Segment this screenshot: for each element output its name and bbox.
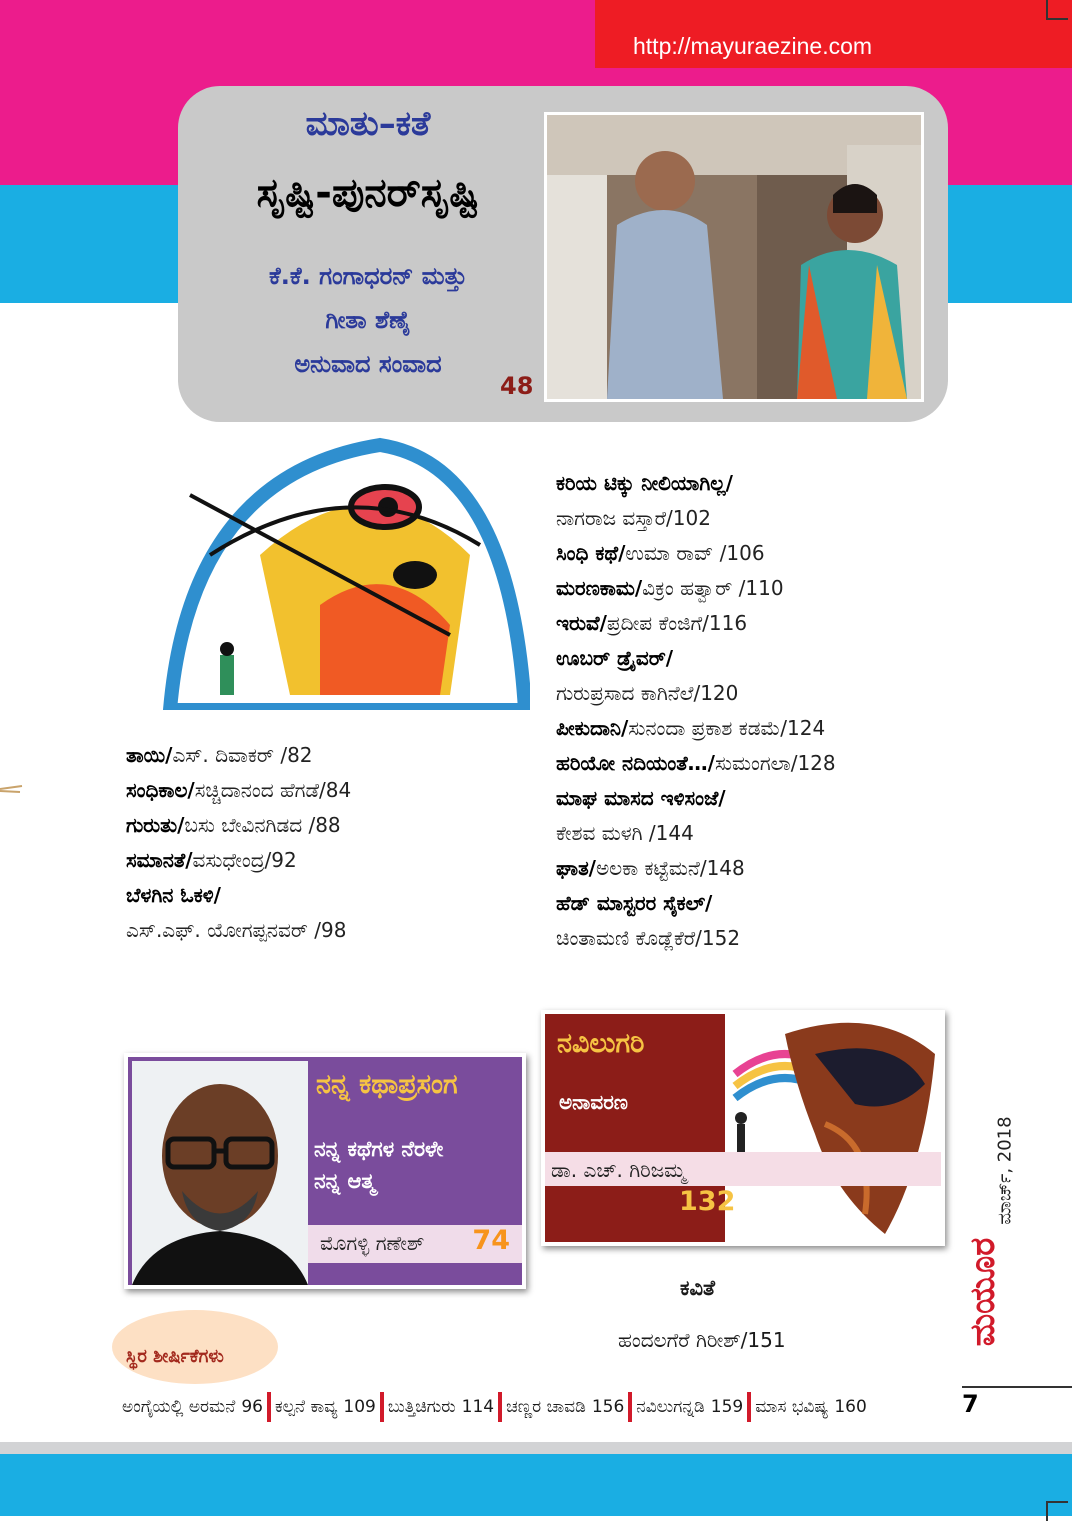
navilugari-card[interactable]: [541, 1010, 945, 1246]
author-portrait: [132, 1061, 308, 1285]
feature-desc-line: ಗೀತಾ ಶೆಣೈ: [325, 306, 411, 334]
separator: [628, 1392, 632, 1422]
page-number: 7: [962, 1390, 979, 1418]
list-item[interactable]: ಎಸ್.ಎಫ್. ಯೋಗಪ್ಪನವರ್ /98: [126, 918, 347, 942]
separator: [498, 1392, 502, 1422]
crop-mark-bottom: [1046, 1501, 1068, 1521]
feature-desc-line: ಕೆ.ಕೆ. ಗಂಗಾಧರನ್ ಮತ್ತು: [268, 262, 468, 290]
kathaprasanga-desc-line: ನನ್ನ ಆತ್ಮ: [314, 1169, 376, 1193]
list-item[interactable]: ನಾಗರಾಜ ವಸ್ತಾರೆ/102: [556, 506, 711, 530]
issue-date: ಮಾರ್ಚ್, 2018: [994, 1116, 1016, 1225]
folio-rule: [962, 1386, 1072, 1388]
kathaprasanga-description: [314, 1133, 443, 1197]
navilugari-page-number: 132: [679, 1186, 736, 1217]
list-item[interactable]: ಚಿಂತಾಮಣಿ ಕೊಡ್ಲೆಕೆರೆ/152: [556, 926, 741, 950]
feature-category: ಮಾತು–ಕತೆ: [305, 104, 431, 144]
regulars-label: ಸ್ಥಿರ ಶೀರ್ಷಿಕೆಗಳು: [126, 1346, 224, 1367]
list-item[interactable]: ಹರಿಯೋ ನದಿಯಂತೆ…/ಸುಮಂಗಲಾ/128: [556, 751, 836, 775]
list-item[interactable]: ಹೆಡ್ ಮಾಸ್ಟರರ ಸೈಕಲ್/: [556, 891, 713, 915]
list-item[interactable]: ಸಂಧಿಕಾಲ/ಸಚ್ಚಿದಾನಂದ ಹೆಗಡೆ/84: [126, 778, 352, 802]
regular-item[interactable]: ಅಂಗೈಯಲ್ಲಿ ಅರಮನೆ 96: [122, 1397, 263, 1417]
kathaprasanga-page-number: 74: [472, 1225, 510, 1256]
feature-title: ಸೃಷ್ಟಿ-ಪುನರ್‌ಸೃಷ್ಟಿ: [256, 170, 480, 216]
footer-cyan-band: [0, 1454, 1072, 1516]
margin-mark-icon: [0, 782, 24, 796]
list-item[interactable]: ಸಿಂಧಿ ಕಥೆ/ಉಮಾ ರಾವ್ /106: [556, 541, 765, 565]
kathaprasanga-desc-line: ನನ್ನ ಕಥೆಗಳ ನೆರಳೇ: [314, 1137, 444, 1161]
feature-desc-line: ಅನುವಾದ ಸಂವಾದ: [294, 350, 442, 378]
regular-item[interactable]: ಕಲ್ಪನೆ ಕಾವ್ಯ 109: [274, 1397, 376, 1417]
story-illustration: [150, 435, 530, 710]
regular-item[interactable]: ಮಾಸ ಭವಿಷ್ಯ 160: [755, 1397, 867, 1417]
crop-mark-top: [1046, 0, 1068, 20]
story-list-left: [126, 738, 351, 948]
list-item[interactable]: ಊಬರ್ ಡ್ರೈವರ್/: [556, 646, 674, 670]
navilugari-subtitle: ಅನಾವರಣ: [559, 1090, 628, 1114]
separator: [267, 1392, 271, 1422]
magazine-logo: [962, 1232, 1002, 1352]
kathaprasanga-card[interactable]: [124, 1053, 526, 1289]
feature-page-number: 48: [500, 372, 534, 400]
kathaprasanga-author: ಮೊಗಳ್ಳಿ ಗಣೇಶ್: [320, 1231, 425, 1255]
list-item[interactable]: ಗುರುಪ್ರಸಾದ ಕಾಗಿನೆಲೆ/120: [556, 681, 739, 705]
list-item[interactable]: ಬೆಳಗಿನ ಓಕಳಿ/: [126, 883, 221, 907]
separator: [380, 1392, 384, 1422]
interview-photo: [544, 112, 924, 402]
regular-columns: [122, 1392, 867, 1422]
poem-entry[interactable]: ಹಂದಲಗೆರೆ ಗಿರೀಶ್/151: [618, 1328, 786, 1352]
regular-item[interactable]: ಚಣ್ಣರ ಚಾವಡಿ 156: [506, 1397, 625, 1417]
navilugari-author: ಡಾ. ಎಚ್. ಗಿರಿಜಮ್ಮ: [551, 1158, 686, 1182]
website-url[interactable]: http://mayuraezine.com: [595, 0, 1072, 68]
kathaprasanga-author-strip: [308, 1225, 522, 1263]
list-item[interactable]: ಇರುವೆ/ಪ್ರದೀಪ ಕೆಂಜಿಗೆ/116: [556, 611, 748, 635]
feature-description: [178, 254, 558, 386]
list-item[interactable]: ಸಮಾನತೆ/ವಸುಧೇಂದ್ರ/92: [126, 848, 297, 872]
feature-card[interactable]: [178, 86, 948, 422]
magazine-logo-text: ಮಯೂರ: [963, 1237, 1002, 1347]
list-item[interactable]: ಪೀಕುದಾನಿ/ಸುನಂದಾ ಪ್ರಕಾಶ ಕಡಮೆ/124: [556, 716, 826, 740]
footer-grey-band: [0, 1442, 1072, 1454]
poem-category: ಕವಿತೆ: [680, 1276, 715, 1300]
navilugari-author-strip: [545, 1152, 941, 1186]
kathaprasanga-category: ನನ್ನ ಕಥಾಪ್ರಸಂಗ: [316, 1069, 458, 1100]
regular-item[interactable]: ಬುತ್ತಿಚಿಗುರು 114: [387, 1397, 495, 1417]
story-list-right: [556, 466, 836, 956]
separator: [747, 1392, 751, 1422]
list-item[interactable]: ಮರಣಕಾಮ/ವಿಕ್ರಂ ಹತ್ವಾರ್ /110: [556, 576, 784, 600]
list-item[interactable]: ಕರಿಯ ಟಿಕ್ಕು ನೀಲಿಯಾಗಿಲ್ಲ/: [556, 471, 733, 495]
list-item[interactable]: ಘಾತ/ಅಲಕಾ ಕಟ್ಟೆಮನೆ/148: [556, 856, 745, 880]
navilugari-illustration: [725, 1014, 941, 1242]
list-item[interactable]: ಕೇಶವ ಮಳಗಿ /144: [556, 821, 694, 845]
navilugari-category: ನವಿಲುಗರಿ: [557, 1028, 645, 1059]
regular-item[interactable]: ನವಿಲುಗನ್ನಡಿ 159: [636, 1397, 744, 1417]
list-item[interactable]: ತಾಯಿ/ಎಸ್. ದಿವಾಕರ್ /82: [126, 743, 313, 767]
list-item[interactable]: ಮಾಘ ಮಾಸದ ಇಳಿಸಂಜೆ/: [556, 786, 726, 810]
list-item[interactable]: ಗುರುತು/ಬಸು ಬೇವಿನಗಿಡದ /88: [126, 813, 341, 837]
